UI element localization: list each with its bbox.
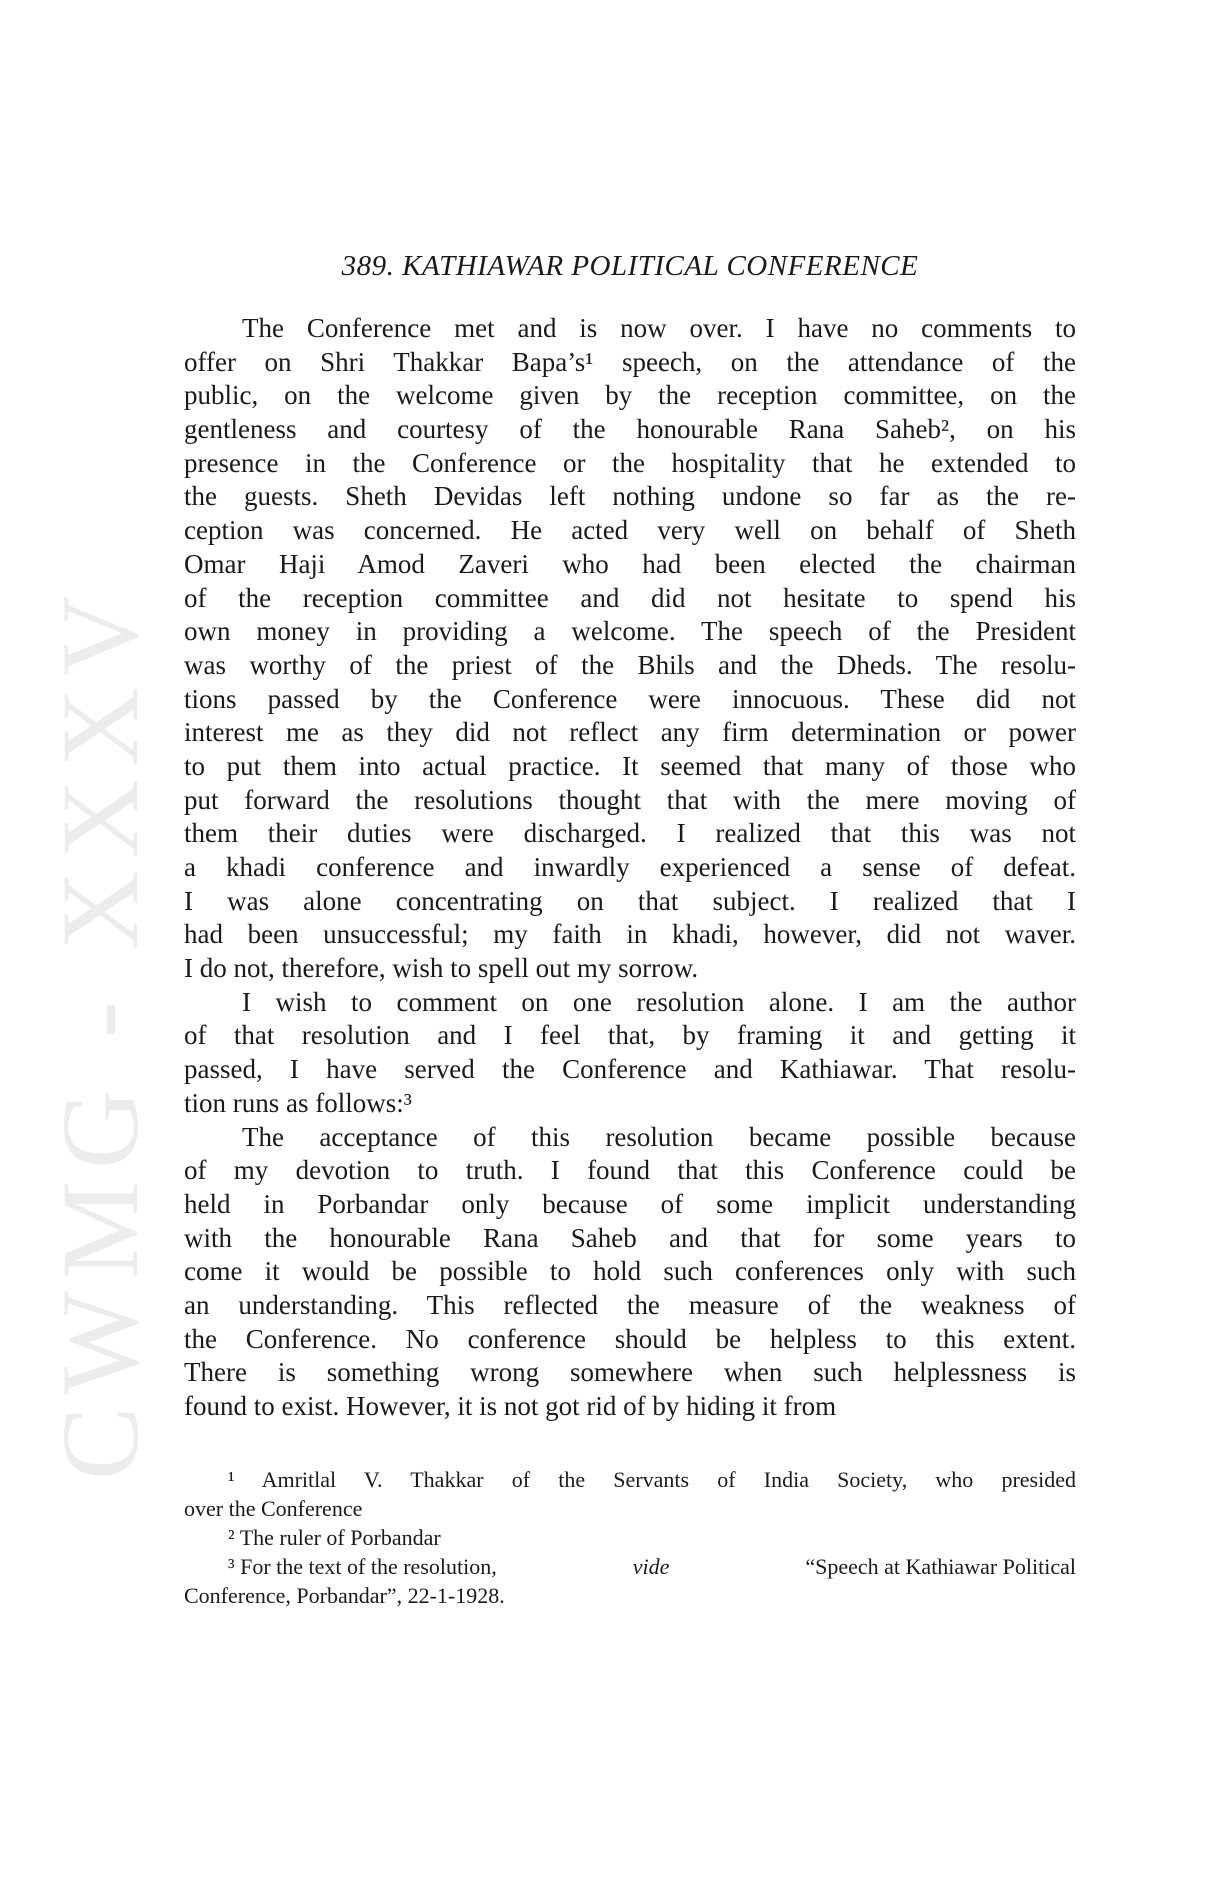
footnote-3 bbox=[184, 1552, 1076, 1581]
text-line: The acceptance of this resolution became possible because bbox=[242, 1121, 1076, 1152]
footnote-3-vide: vide bbox=[632, 1554, 670, 1579]
footnote-2: ² The ruler of Porbandar bbox=[228, 1525, 441, 1550]
text-line: passed, I have served the Conference and Kathiawar. That resolu- bbox=[184, 1054, 1076, 1085]
text-line: to put them into actual practice. It seemed that many of those who bbox=[184, 750, 1076, 781]
footnote-1-cont: over the Conference bbox=[184, 1496, 363, 1521]
text-line: presence in the Conference or the hospitality that he extended to bbox=[184, 447, 1076, 478]
text-line: with the honourable Rana Saheb and that for some years to bbox=[184, 1222, 1076, 1253]
text-line: offer on Shri Thakkar Bapa’s¹ speech, on the attendance of the bbox=[184, 346, 1076, 377]
footnote-3-cont: Conference, Porbandar”, 22-1-1928. bbox=[184, 1583, 505, 1608]
text-line: had been unsuccessful; my faith in khadi, however, did not waver. bbox=[184, 919, 1076, 950]
text-line: held in Porbandar only because of some implicit understanding bbox=[184, 1188, 1076, 1219]
body-text bbox=[184, 312, 1076, 1424]
text-line: own money in providing a welcome. The speech of the President bbox=[184, 616, 1076, 647]
text-line: tion runs as follows:³ bbox=[184, 1087, 412, 1118]
text-line: The Conference met and is now over. I have no comments to bbox=[242, 313, 1076, 343]
text-line: a khadi conference and inwardly experienced a sense of defeat. bbox=[184, 852, 1076, 882]
text-line: gentleness and courtesy of the honourable Rana Saheb², on his bbox=[184, 414, 1076, 445]
text-line: of the reception committee and did not hesitate to spend his bbox=[184, 582, 1076, 613]
text-line: I wish to comment on one resolution alone. I am the author bbox=[242, 986, 1076, 1017]
footnote-1: ¹ Amritlal V. Thakkar of the Servants of India Society, who presided bbox=[228, 1467, 1076, 1492]
text-line: interest me as they did not reflect any firm determination or power bbox=[184, 717, 1076, 748]
text-line: found to exist. However, it is not got rid of by hiding it from bbox=[184, 1391, 837, 1421]
text-line: There is something wrong somewhere when such helplessness is bbox=[184, 1357, 1076, 1388]
text-line: of my devotion to truth. I found that this Conference could be bbox=[184, 1155, 1076, 1186]
watermark: CWMG - XXXV bbox=[39, 584, 161, 1480]
text-line: come it would be possible to hold such conferences only with such bbox=[184, 1256, 1076, 1287]
text-line: Omar Haji Amod Zaveri who had been elected the chairman bbox=[184, 548, 1076, 579]
text-line: ception was concerned. He acted very well on behalf of Sheth bbox=[184, 515, 1076, 546]
text-line: I was alone concentrating on that subject. I realized that I bbox=[184, 885, 1076, 916]
text-line: tions passed by the Conference were innocuous. These did not bbox=[184, 683, 1076, 714]
text-line: I do not, therefore, wish to spell out my sorrow. bbox=[184, 953, 699, 984]
footnote-3-text: ³ For the text of the resolution, bbox=[228, 1554, 497, 1579]
text-line: them their duties were discharged. I realized that this was not bbox=[184, 818, 1076, 849]
text-line: of that resolution and I feel that, by framing it and getting it bbox=[184, 1020, 1076, 1051]
text-line: an understanding. This reflected the measure of the weakness of bbox=[184, 1289, 1076, 1320]
footnote-3-ref: “Speech at Kathiawar Political bbox=[805, 1554, 1076, 1579]
text-line: put forward the resolutions thought that with the mere moving of bbox=[184, 784, 1076, 815]
footnotes bbox=[184, 1465, 1076, 1610]
text-line: was worthy of the priest of the Bhils and the Dheds. The resolu- bbox=[184, 649, 1076, 680]
text-line: the Conference. No conference should be helpless to this extent. bbox=[184, 1323, 1076, 1354]
page-title: 389. KATHIAWAR POLITICAL CONFERENCE bbox=[341, 250, 919, 282]
text-line: the guests. Sheth Devidas left nothing undone so far as the re- bbox=[184, 481, 1076, 512]
text-line: public, on the welcome given by the reception committee, on the bbox=[184, 380, 1076, 411]
